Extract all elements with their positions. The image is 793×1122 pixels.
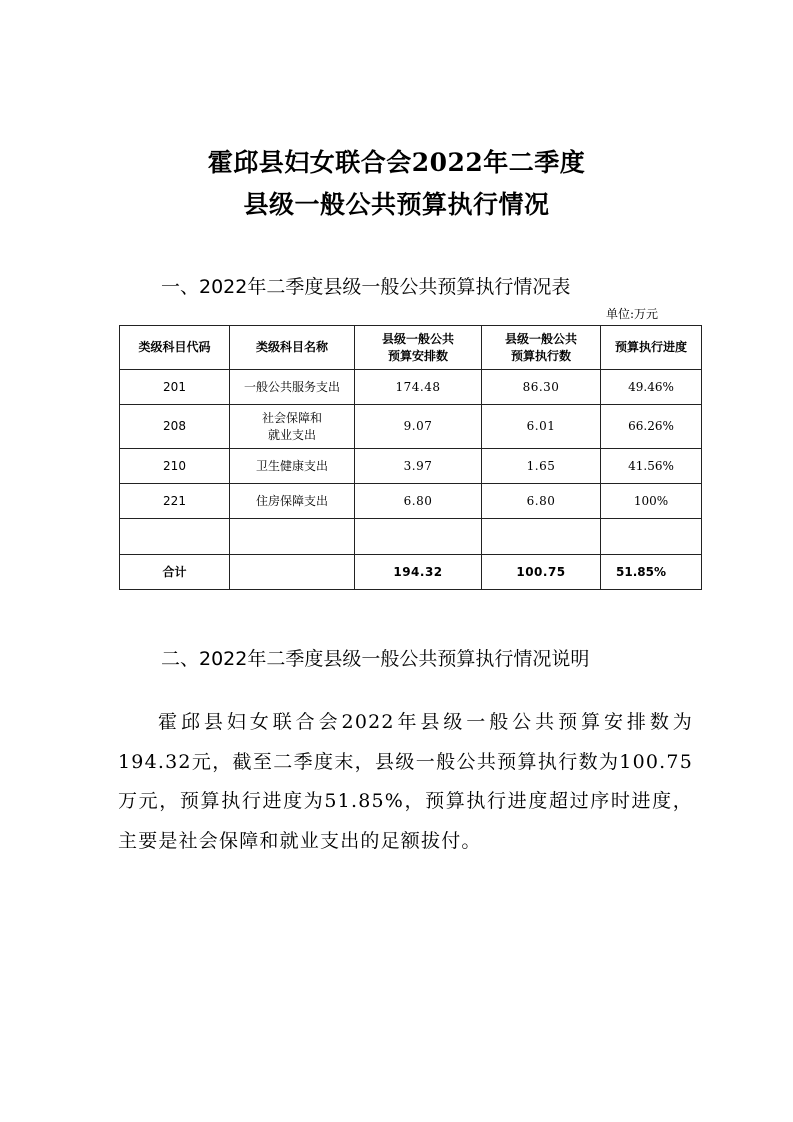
header-exec-line2: 预算执行数 <box>510 348 571 363</box>
header-name: 类级科目名称 <box>230 326 355 370</box>
empty-cell <box>230 519 355 555</box>
cell-budget: 9.07 <box>355 405 482 449</box>
total-empty-cell <box>230 555 355 590</box>
cell-name <box>230 405 355 449</box>
header-progress: 预算执行进度 <box>601 326 702 370</box>
cell-budget: 174.48 <box>355 370 482 405</box>
cell-name: 卫生健康支出 <box>230 449 355 484</box>
cell-name: 住房保障支出 <box>230 484 355 519</box>
total-label: 合计 <box>120 555 230 590</box>
cell-code: 201 <box>120 370 230 405</box>
table-row <box>120 449 702 484</box>
empty-cell <box>482 519 601 555</box>
cell-name: 一般公共服务支出 <box>230 370 355 405</box>
table-header-row <box>120 326 702 370</box>
budget-table <box>119 325 702 590</box>
table-row <box>120 370 702 405</box>
cell-executed: 1.65 <box>482 449 601 484</box>
header-executed <box>482 326 601 370</box>
header-budget <box>355 326 482 370</box>
cell-executed: 86.30 <box>482 370 601 405</box>
table-total-row <box>120 555 702 590</box>
section1-heading: 一、2022年二季度县级一般公共预算执行情况表 <box>161 276 571 298</box>
table-row <box>120 405 702 449</box>
header-budget-line2: 预算安排数 <box>387 348 448 363</box>
total-executed: 100.75 <box>482 555 601 590</box>
cell-name-line2: 就业支出 <box>267 427 316 442</box>
table-empty-row <box>120 519 702 555</box>
header-exec-line1: 县级一般公共 <box>504 331 577 346</box>
cell-name-line1: 社会保障和 <box>261 410 322 425</box>
cell-progress: 41.56% <box>601 449 702 484</box>
header-code: 类级科目代码 <box>120 326 230 370</box>
total-budget: 194.32 <box>355 555 482 590</box>
total-progress: 51.85% <box>601 555 702 590</box>
header-budget-line1: 县级一般公共 <box>381 331 454 346</box>
cell-code: 221 <box>120 484 230 519</box>
cell-budget: 6.80 <box>355 484 482 519</box>
empty-cell <box>120 519 230 555</box>
cell-executed: 6.01 <box>482 405 601 449</box>
empty-cell <box>601 519 702 555</box>
cell-executed: 6.80 <box>482 484 601 519</box>
document-title-line2: 县级一般公共预算执行情况 <box>243 190 550 219</box>
section2-heading: 二、2022年二季度县级一般公共预算执行情况说明 <box>161 648 590 670</box>
cell-progress: 100% <box>601 484 702 519</box>
document-title-line1: 霍邱县妇女联合会2022年二季度 <box>207 148 586 177</box>
cell-code: 210 <box>120 449 230 484</box>
cell-progress: 49.46% <box>601 370 702 405</box>
unit-label: 单位:万元 <box>606 307 659 321</box>
cell-progress: 66.26% <box>601 405 702 449</box>
cell-code: 208 <box>120 405 230 449</box>
cell-budget: 3.97 <box>355 449 482 484</box>
explanation-paragraph: 霍邱县妇女联合会2022年县级一般公共预算安排数为194.32元，截至二季度末，县级一般公共预算执行数为100.75万元，预算执行进度为51.85%，预算执行进度超过序时进度，主要是社会保障和就业支出的足额拔付。 <box>118 711 693 852</box>
table-row <box>120 484 702 519</box>
empty-cell <box>355 519 482 555</box>
